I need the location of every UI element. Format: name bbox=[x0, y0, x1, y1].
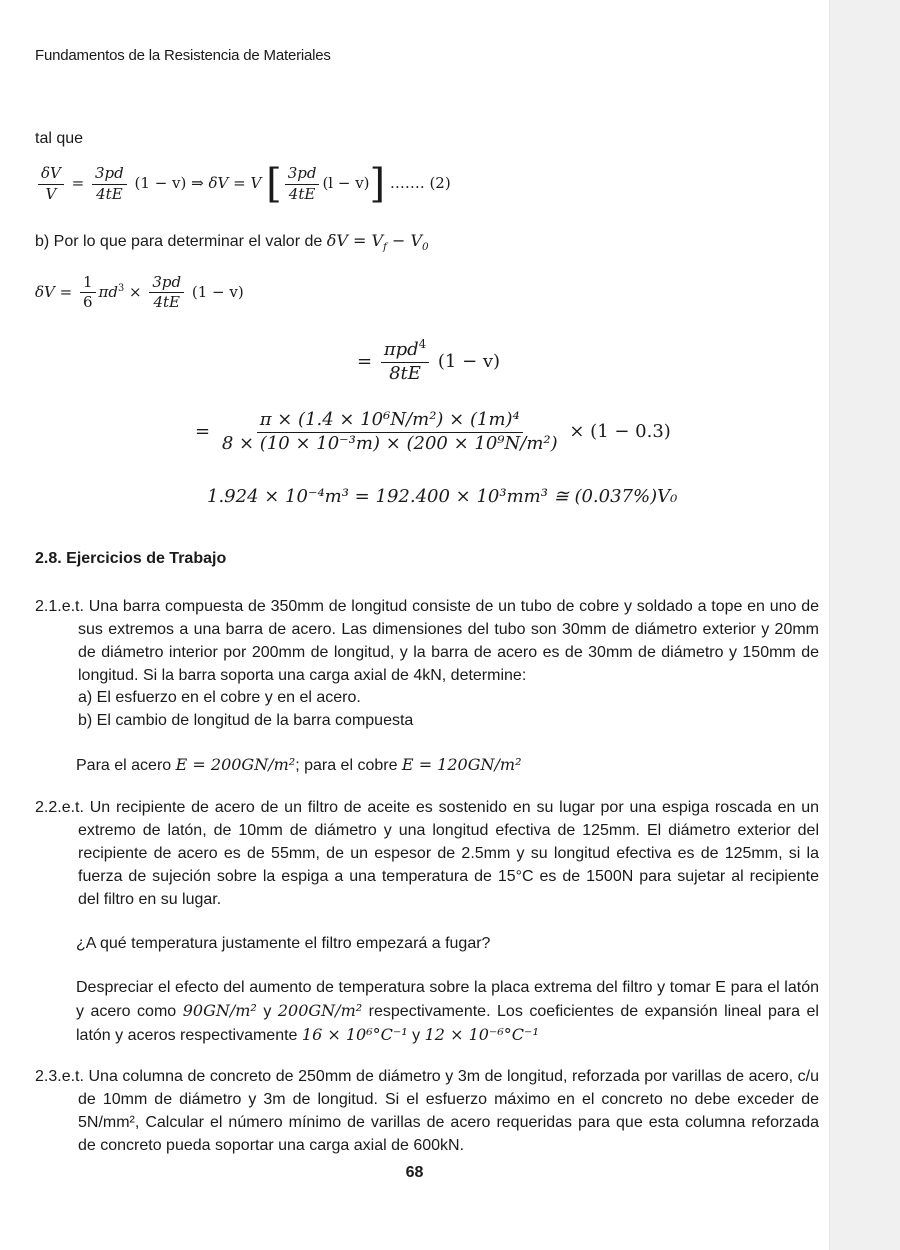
section-heading: 2.8. Ejercicios de Trabajo bbox=[35, 550, 227, 567]
running-header: Fundamentos de la Resistencia de Materiales bbox=[35, 47, 331, 64]
viewer-side-panel bbox=[829, 0, 900, 1250]
intro-text: tal que bbox=[35, 130, 84, 147]
exercise-2-2-note: Despreciar el efecto del aumento de temperatura sobre la placa extrema del filtro y tomar E para el latón y acero como 90GN/m² y 200GN/m² respectivamente. Los coeficientes de expansión lineal para el latón y aceros respectivamente 16 × 10⁶°C⁻¹ y 12 × 10⁻⁶°C⁻¹ bbox=[76, 979, 819, 1044]
exercise-2-1-part-b: b) El cambio de longitud de la barra compuesta bbox=[78, 712, 414, 729]
equation-result: 1.924 × 10⁻⁴m³ = 192.400 × 10³mm³ ≅ (0.037%)V₀ bbox=[207, 486, 678, 507]
equation-simplified: = $\frac{\pi pd^4}{8tE}$ (1 − v) bbox=[357, 337, 501, 384]
exercise-2-2-question: ¿A qué temperatura justamente el filtro empezará a fugar? bbox=[76, 935, 491, 952]
equation-dv: δV = $\frac{1}{6}$ $\pi d^3$ × $\frac{3pd}{4tE}$ (1 − v) bbox=[35, 273, 244, 312]
equation-substituted: = $\frac{\text{π × (1.4 × 10⁶N/m²) × (1m)⁴}}{\text{8 × (10 × 10⁻³m) × (200 × 10⁹N/m²)}}$ × (1 − 0.3) bbox=[195, 409, 671, 454]
exercise-2-1: 2.1.e.t. Una barra compuesta de 350mm de longitud consiste de un tubo de cobre y soldado a tope en uno de sus extremos a una barra de acero. Las dimensiones del tubo son 30mm de diámetro exterior y 20mm de diámetro interior por 200mm de longitud, y la barra de acero es de 30mm de diámetro y 150mm de longitud. Si la barra soporta una carga axial de 4kN, determine: bbox=[35, 598, 819, 684]
exercise-2-3: 2.3.e.t. Una columna de concreto de 250mm de diámetro y 3m de longitud, reforzada por varillas de acero, c/u de 10mm de diámetro y 3m de longitud. Si el esfuerzo máximo en el concreto no debe exceder de 5N/mm², Calcular el número mínimo de varillas de acero requeridas para que esta columna reforzada de concreto pueda soportar una carga axial de 600kN. bbox=[35, 1068, 820, 1154]
exercise-2-1-part-a: a) El esfuerzo en el cobre y en el acero. bbox=[78, 689, 361, 706]
equation-2: $\frac{\delta V}{V}$ = $\frac{3pd}{4tE}$ (1 − v) ⇒ δV = V [ $\frac{3pd}{4tE}$ (l − v)] ……. (2) bbox=[35, 164, 451, 204]
exercise-2-1-given: Para el acero E = 200GN/m²; para el cobre E = 120GN/m² bbox=[76, 755, 522, 774]
page-number: 68 bbox=[405, 1164, 424, 1181]
exercise-2-2: 2.2.e.t. Un recipiente de acero de un filtro de aceite es sostenido en su lugar por una espiga roscada en un extremo de latón, de 10mm de diámetro y una longitud efectiva de 125mm. El diámetro exterior del recipiente de acero es de 55mm, de un espesor de 2.5mm y su longitud efectiva es de 125mm, si la fuerza de sujeción sobre la espiga a una temperatura de 15°C es de 1500N para sujetar al recipiente del filtro en su lugar. bbox=[35, 799, 819, 908]
part-b-text: b) Por lo que para determinar el valor de $\delta V = V_f - V_0$ bbox=[35, 231, 429, 254]
